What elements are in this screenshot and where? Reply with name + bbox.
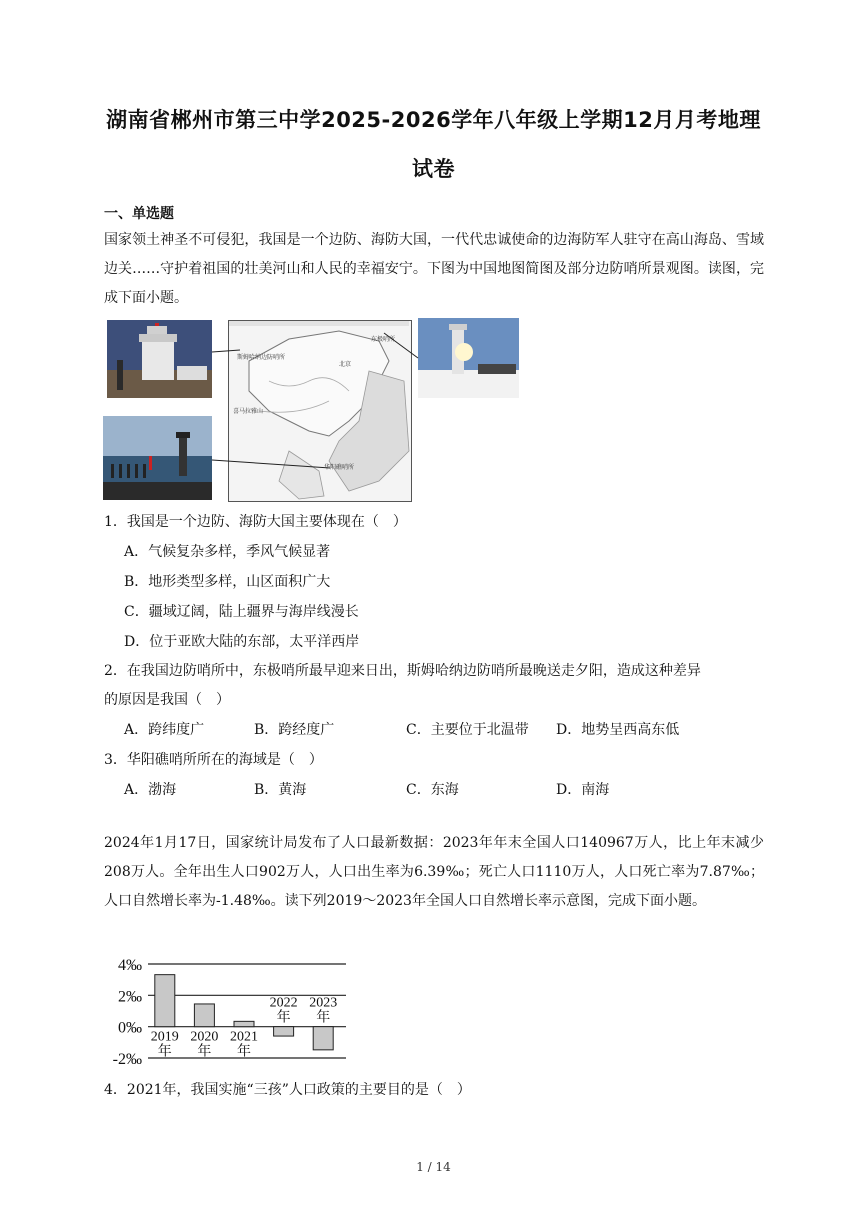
chart-y-tick-label: 2‰ — [118, 988, 142, 1006]
passage-population: 2024年1月17日，国家统计局发布了人口最新数据：2023年年末全国人口140967万人，比上年末减少208万人。全年出生人口902万人，人口出生率为6.39‰；死亡人口1110万人，人口死亡率为7.87‰；人口自然增长率为-1.48‰。读下列2019～2023年全国人口自然增长率示意图，完成下面小题。 — [104, 835, 764, 909]
chart-category-suffix-label: 年 — [237, 1043, 251, 1060]
figure-connector-lines — [0, 0, 867, 520]
chart-bar — [313, 1027, 333, 1050]
question-1-stem: 1．我国是一个边防、海防大国主要体现在（ ） — [104, 514, 407, 530]
chart-bar — [155, 975, 175, 1027]
chart-bar — [274, 1027, 294, 1036]
chart-y-tick-label: -2‰ — [112, 1051, 142, 1068]
chart-category-suffix-label: 年 — [157, 1043, 172, 1060]
document-title-line2: 试卷 — [412, 157, 455, 181]
chart-category-suffix-label: 年 — [316, 1009, 331, 1026]
question-1-option-b[interactable]: B．地形类型多样，山区面积广大 — [124, 574, 331, 590]
question-3-option-d[interactable]: D．南海 — [556, 782, 610, 798]
question-3-stem: 3．华阳礁哨所所在的海域是（ ） — [104, 752, 323, 768]
chart-y-tick-label: 0‰ — [118, 1019, 142, 1037]
question-2-stem-line1: 2．在我国边防哨所中，东极哨所最早迎来日出，斯姆哈纳边防哨所最晚送走夕阳，造成这种差异 — [104, 663, 701, 679]
chart-y-tick-label: 4‰ — [118, 957, 142, 974]
map-label-dongji: 东极哨所 — [371, 336, 396, 343]
map-label-beijing: 北京 — [339, 361, 352, 368]
question-3-option-c[interactable]: C．东海 — [406, 782, 459, 798]
question-1-option-c[interactable]: C．疆域辽阔，陆上疆界与海岸线漫长 — [124, 604, 359, 620]
question-1-option-d[interactable]: D．位于亚欧大陆的东部，太平洋西岸 — [124, 634, 360, 650]
chart-category-suffix-label: 年 — [197, 1043, 212, 1060]
chart-category-year-label: 2019 — [150, 1029, 179, 1045]
question-2-stem-line2: 的原因是我国（ ） — [104, 692, 230, 708]
map-label-simuhana: 斯姆哈纳边防哨所 — [237, 354, 286, 361]
passage-border-defense: 国家领土神圣不可侵犯，我国是一个边防、海防大国，一代代忠诚使命的边海防军人驻守在高山海岛、雪域边关……守护着祖国的壮美河山和人民的幸福安宁。下图为中国地图简图及部分边防哨所景观图。读图，完成下面小题。 — [104, 232, 764, 306]
map-label-himalaya: 喜马拉雅山 — [233, 408, 264, 415]
chart-category-year-label: 2021 — [230, 1029, 258, 1045]
question-2-option-a[interactable]: A．跨纬度广 — [124, 722, 205, 738]
chart-bar — [194, 1004, 214, 1027]
chart-category-suffix-label: 年 — [276, 1009, 291, 1026]
question-2-option-d[interactable]: D．地势呈西高东低 — [556, 722, 680, 738]
question-2-option-b[interactable]: B．跨经度广 — [254, 722, 335, 738]
chart-bar — [234, 1021, 254, 1026]
chart-category-year-label: 2023 — [309, 995, 338, 1011]
map-label-huayang: 华阳礁哨所 — [324, 464, 355, 471]
chart-category-year-label: 2022 — [269, 995, 298, 1011]
page-number: 1 / 14 — [416, 1160, 451, 1174]
document-title-line1: 湖南省郴州市第三中学2025-2026学年八年级上学期12月月考地理 — [106, 108, 761, 132]
question-3-option-a[interactable]: A．渤海 — [124, 782, 177, 798]
chart-category-year-label: 2020 — [190, 1029, 219, 1045]
section-heading: 一、单选题 — [104, 206, 174, 222]
question-3-option-b[interactable]: B．黄海 — [254, 782, 307, 798]
question-4-stem: 4．2021年，我国实施“三孩”人口政策的主要目的是（ ） — [104, 1082, 471, 1098]
question-2-option-c[interactable]: C．主要位于北温带 — [406, 722, 529, 738]
population-growth-chart — [100, 948, 360, 1068]
question-1-option-a[interactable]: A．气候复杂多样，季风气候显著 — [124, 544, 331, 560]
